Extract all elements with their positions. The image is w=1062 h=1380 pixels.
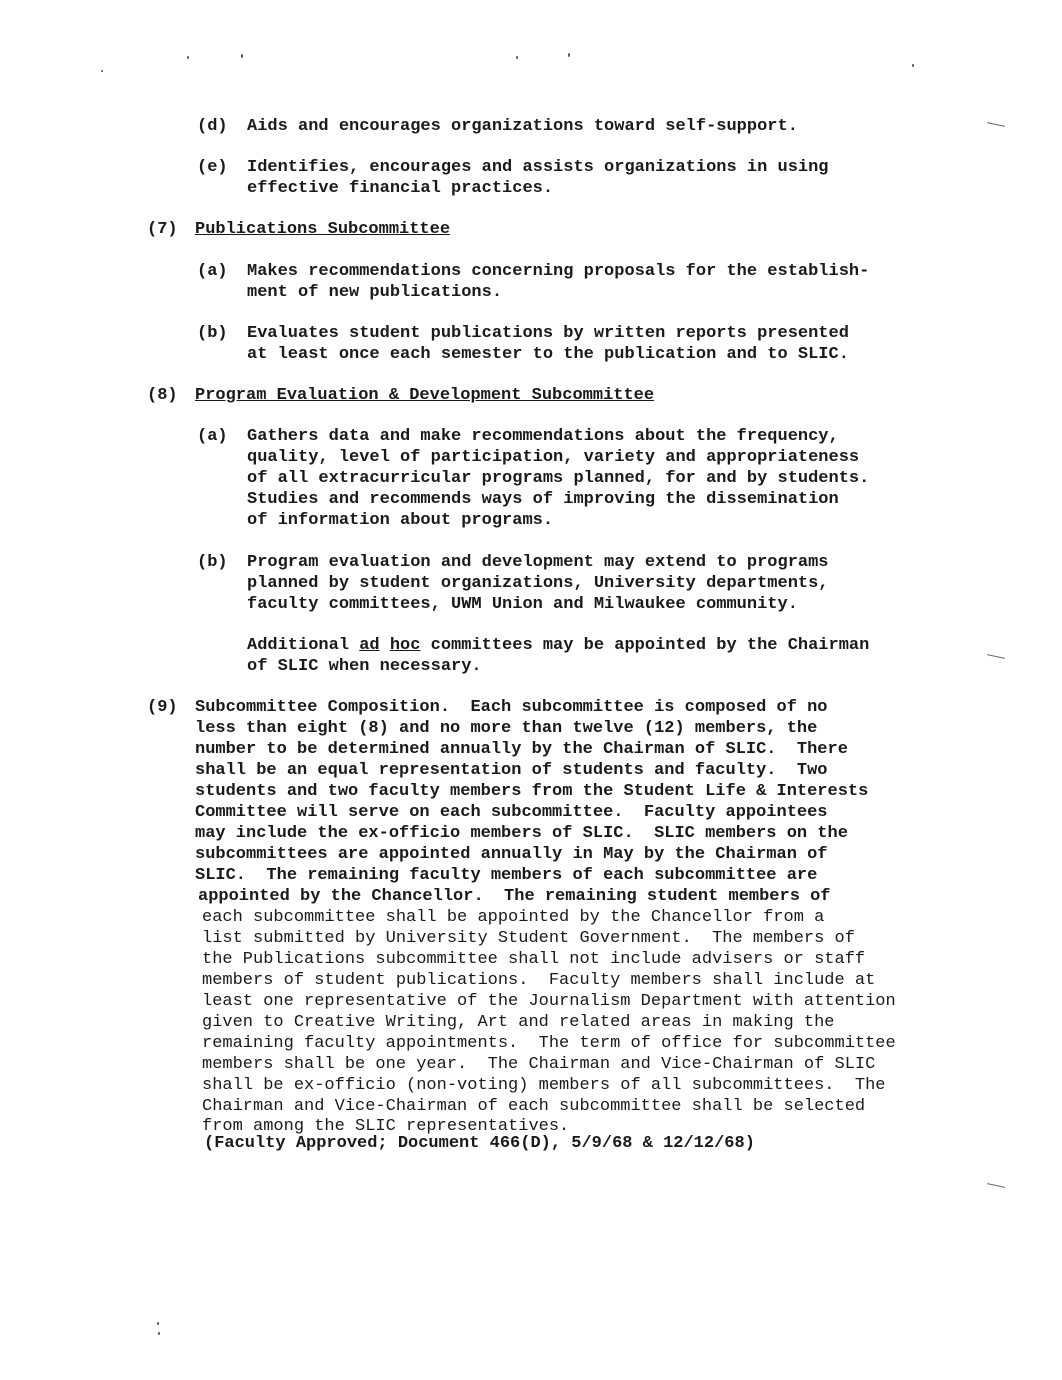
composition-line: least one representative of the Journalism Department with attention [202, 992, 896, 1011]
composition-line: SLIC. The remaining faculty members of each subcommittee are [195, 866, 818, 885]
scan-speck [516, 56, 518, 59]
scan-speck [101, 70, 103, 72]
scan-mark [987, 1183, 1005, 1188]
item-text-line: Makes recommendations concerning proposals for the establish- [247, 262, 870, 281]
scan-speck [187, 56, 189, 59]
item-text-line: Gathers data and make recommendations about the frequency, [247, 427, 839, 446]
composition-line: appointed by the Chancellor. The remaining student members of [198, 887, 831, 906]
item-label: (b) [197, 324, 228, 343]
item-label: (d) [197, 117, 228, 136]
composition-line: from among the SLIC representatives. [202, 1117, 570, 1136]
section-number: (8) [147, 386, 178, 405]
scan-speck [241, 54, 243, 58]
item-label: (e) [197, 158, 228, 177]
item-label: (a) [197, 262, 228, 281]
ad-hoc-note [247, 635, 869, 656]
scan-mark [987, 654, 1005, 659]
approval-note: (Faculty Approved; Document 466(D), 5/9/68 & 12/12/68) [204, 1134, 755, 1153]
note-hoc: hoc [389, 636, 421, 655]
composition-line: shall be an equal representation of students and faculty. Two [195, 761, 828, 780]
item-text-line: planned by student organizations, University departments, [247, 574, 829, 593]
composition-line: students and two faculty members from the Student Life & Interests [195, 782, 869, 801]
item-text-line: Studies and recommends ways of improving the dissemination [247, 490, 839, 509]
composition-line: may include the ex-officio members of SLIC. SLIC members on the [195, 824, 848, 843]
composition-line: members shall be one year. The Chairman and Vice-Chairman of SLIC [202, 1055, 876, 1074]
scan-speck [912, 64, 914, 67]
item-text-line: quality, level of participation, variety and appropriateness [247, 448, 860, 467]
section-heading: Program Evaluation & Development Subcommittee [195, 386, 655, 405]
composition-line: shall be ex-officio (non-voting) members of all subcommittees. The [202, 1076, 886, 1095]
note-space [380, 636, 390, 655]
composition-line: list submitted by University Student Government. The members of [202, 929, 855, 948]
composition-line: given to Creative Writing, Art and related areas in making the [202, 1013, 835, 1032]
item-text-line: effective financial practices. [247, 179, 554, 198]
item-text-line: Program evaluation and development may extend to programs [247, 553, 829, 572]
note-text: committees may be appointed by the Chairman [420, 636, 870, 655]
note-ad: ad [359, 636, 380, 655]
composition-line: remaining faculty appointments. The term of office for subcommittee [202, 1034, 896, 1053]
item-text-line: of all extracurricular programs planned, for and by students. [247, 469, 870, 488]
scan-mark [987, 122, 1005, 127]
composition-line: members of student publications. Faculty members shall include at [202, 971, 876, 990]
item-text-line: Identifies, encourages and assists organizations in using [247, 158, 829, 177]
composition-line: less than eight (8) and no more than twelve (12) members, the [195, 719, 818, 738]
item-label: (b) [197, 553, 228, 572]
scan-speck [568, 53, 570, 57]
item-text-line: at least once each semester to the publication and to SLIC. [247, 345, 849, 364]
item-text-line: of information about programs. [247, 511, 554, 530]
item-text-line: Evaluates student publications by written reports presented [247, 324, 849, 343]
note-text: Additional [247, 636, 360, 655]
section-number: (9) [147, 698, 178, 717]
item-text-line: ment of new publications. [247, 283, 503, 302]
scan-speck [157, 1322, 159, 1325]
composition-line: Subcommittee Composition. Each subcommittee is composed of no [195, 698, 828, 717]
composition-line: subcommittees are appointed annually in May by the Chairman of [195, 845, 828, 864]
composition-line: Committee will serve on each subcommittee. Faculty appointees [195, 803, 828, 822]
scan-speck [158, 1332, 160, 1335]
item-text-line: faculty committees, UWM Union and Milwaukee community. [247, 595, 798, 614]
composition-line: Chairman and Vice-Chairman of each subcommittee shall be selected [202, 1097, 866, 1116]
item-text-line: Aids and encourages organizations toward self-support. [247, 117, 798, 136]
item-label: (a) [197, 427, 228, 446]
composition-line: each subcommittee shall be appointed by the Chancellor from a [202, 908, 825, 927]
composition-line: number to be determined annually by the Chairman of SLIC. There [195, 740, 848, 759]
ad-hoc-note-line: of SLIC when necessary. [247, 657, 482, 676]
section-heading: Publications Subcommittee [195, 220, 451, 239]
section-number: (7) [147, 220, 178, 239]
composition-line: the Publications subcommittee shall not include advisers or staff [202, 950, 866, 969]
